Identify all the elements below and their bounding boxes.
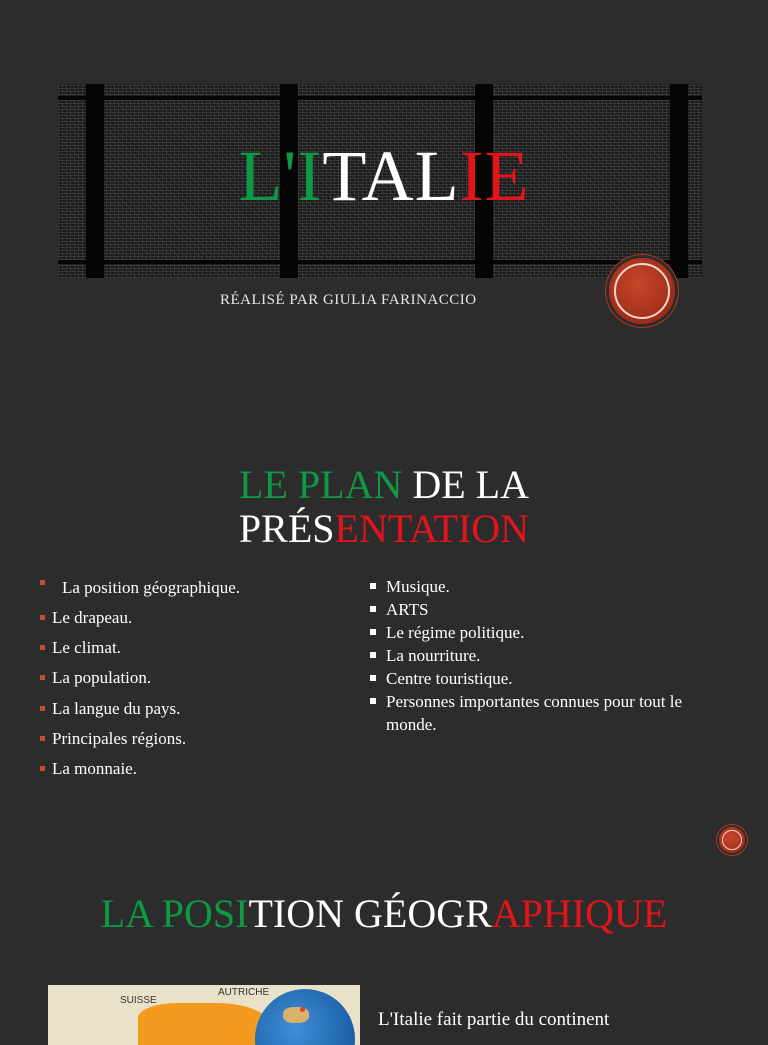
bullet-icon bbox=[40, 766, 45, 771]
decorative-circle bbox=[609, 258, 675, 324]
plan-slide bbox=[0, 360, 768, 870]
plan-list-left bbox=[40, 578, 240, 789]
list-item: ARTS bbox=[368, 598, 718, 621]
plan-title-green: LE PLAN bbox=[239, 462, 403, 507]
bullet-icon bbox=[40, 706, 45, 711]
bullet-icon bbox=[370, 606, 376, 612]
position-body-text: L'Italie fait partie du continent bbox=[378, 1009, 610, 1030]
title-part-red: IE bbox=[459, 136, 530, 216]
plan-title-white-1: DE LA bbox=[402, 462, 529, 507]
list-item: Personnes importantes connues pour tout le monde. bbox=[368, 690, 718, 736]
position-title bbox=[0, 890, 768, 937]
map-label-autriche: AUTRICHE bbox=[218, 987, 270, 998]
list-item: Principales régions. bbox=[40, 729, 240, 759]
list-item: La nourriture. bbox=[368, 644, 718, 667]
list-item: La position géographique. bbox=[40, 578, 240, 608]
decorative-circle bbox=[719, 827, 745, 853]
list-item: La monnaie. bbox=[40, 759, 240, 789]
plan-list-right bbox=[368, 575, 718, 736]
bullet-icon bbox=[40, 675, 45, 680]
presentation-title bbox=[0, 136, 768, 216]
title-slide bbox=[0, 0, 768, 350]
bullet-icon bbox=[370, 675, 376, 681]
list-item: La population. bbox=[40, 668, 240, 699]
list-item: Musique. bbox=[368, 575, 718, 598]
bullet-icon bbox=[370, 629, 376, 635]
plan-title-red: ENTATION bbox=[334, 506, 530, 551]
bullet-icon bbox=[40, 615, 45, 620]
bullet-icon bbox=[370, 583, 376, 589]
bullet-icon bbox=[40, 736, 45, 741]
list-item: Le climat. bbox=[40, 638, 240, 668]
list-item: Centre touristique. bbox=[368, 667, 718, 690]
map-label-suisse: SUISSE bbox=[120, 995, 157, 1006]
position-slide bbox=[0, 870, 768, 1030]
author-subtitle: RÉALISÉ PAR GIULIA FARINACCIO bbox=[220, 292, 477, 308]
globe-icon bbox=[255, 989, 355, 1045]
plan-title bbox=[0, 463, 768, 551]
bullet-icon bbox=[370, 652, 376, 658]
bullet-icon bbox=[40, 580, 45, 585]
bullet-icon bbox=[40, 645, 45, 650]
list-item: Le drapeau. bbox=[40, 608, 240, 638]
list-item: Le régime politique. bbox=[368, 621, 718, 644]
italy-map-image bbox=[48, 985, 360, 1045]
bullet-icon bbox=[370, 698, 376, 704]
position-title-green: LA POSI bbox=[100, 891, 249, 936]
list-item: La langue du pays. bbox=[40, 699, 240, 729]
position-title-red: APHIQUE bbox=[491, 891, 668, 936]
title-part-green: L'I bbox=[238, 136, 323, 216]
position-title-white: TION GÉOGR bbox=[248, 891, 492, 936]
title-part-white: TAL bbox=[322, 136, 460, 216]
plan-title-white-2: PRÉS bbox=[238, 506, 335, 551]
